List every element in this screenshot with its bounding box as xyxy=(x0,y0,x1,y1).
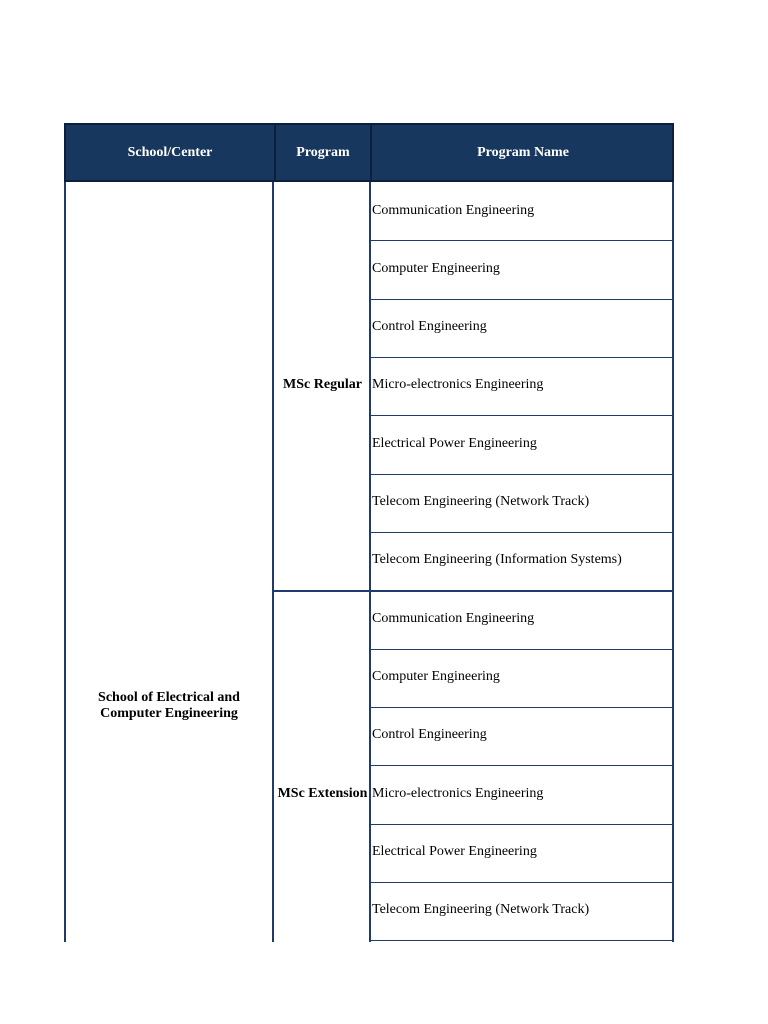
program-name-cell: Control Engineering xyxy=(372,727,487,742)
row-separator xyxy=(370,299,673,300)
column-divider-school xyxy=(272,182,274,942)
header-program: Program xyxy=(296,144,350,160)
group-separator xyxy=(273,590,673,592)
program-cell-msc-regular: MSc Regular xyxy=(283,377,362,392)
school-name-cell: School of Electrical and Computer Engineering xyxy=(98,690,240,721)
program-name-cell: Computer Engineering xyxy=(372,261,500,276)
program-name-cell: Communication Engineering xyxy=(372,611,535,626)
program-name-cell: Communication Engineering xyxy=(372,203,535,218)
column-divider-program xyxy=(369,182,371,942)
row-separator xyxy=(370,940,673,941)
row-separator xyxy=(370,532,673,533)
row-separator xyxy=(370,357,673,358)
program-name-cell: Electrical Power Engineering xyxy=(372,436,537,451)
table-header xyxy=(64,123,674,182)
table-left-border xyxy=(64,182,66,942)
program-name-cell: Micro-electronics Engineering xyxy=(372,786,544,801)
row-separator xyxy=(370,474,673,475)
row-separator xyxy=(370,415,673,416)
row-separator xyxy=(370,882,673,883)
header-school-center: School/Center xyxy=(127,144,213,160)
row-separator xyxy=(370,707,673,708)
row-separator xyxy=(370,240,673,241)
program-name-cell: Micro-electronics Engineering xyxy=(372,377,544,392)
program-name-cell: Telecom Engineering (Information Systems) xyxy=(372,552,622,567)
row-separator xyxy=(370,824,673,825)
program-name-cell: Telecom Engineering (Network Track) xyxy=(372,902,590,917)
program-name-cell: Control Engineering xyxy=(372,319,487,334)
program-name-cell: Telecom Engineering (Network Track) xyxy=(372,494,590,509)
program-name-cell: Computer Engineering xyxy=(372,669,500,684)
row-separator xyxy=(370,765,673,766)
program-cell-msc-extension: MSc Extension xyxy=(277,786,368,801)
table-right-border xyxy=(672,182,674,942)
row-separator xyxy=(370,649,673,650)
header-program-name: Program Name xyxy=(477,144,569,160)
program-name-cell: Electrical Power Engineering xyxy=(372,844,537,859)
